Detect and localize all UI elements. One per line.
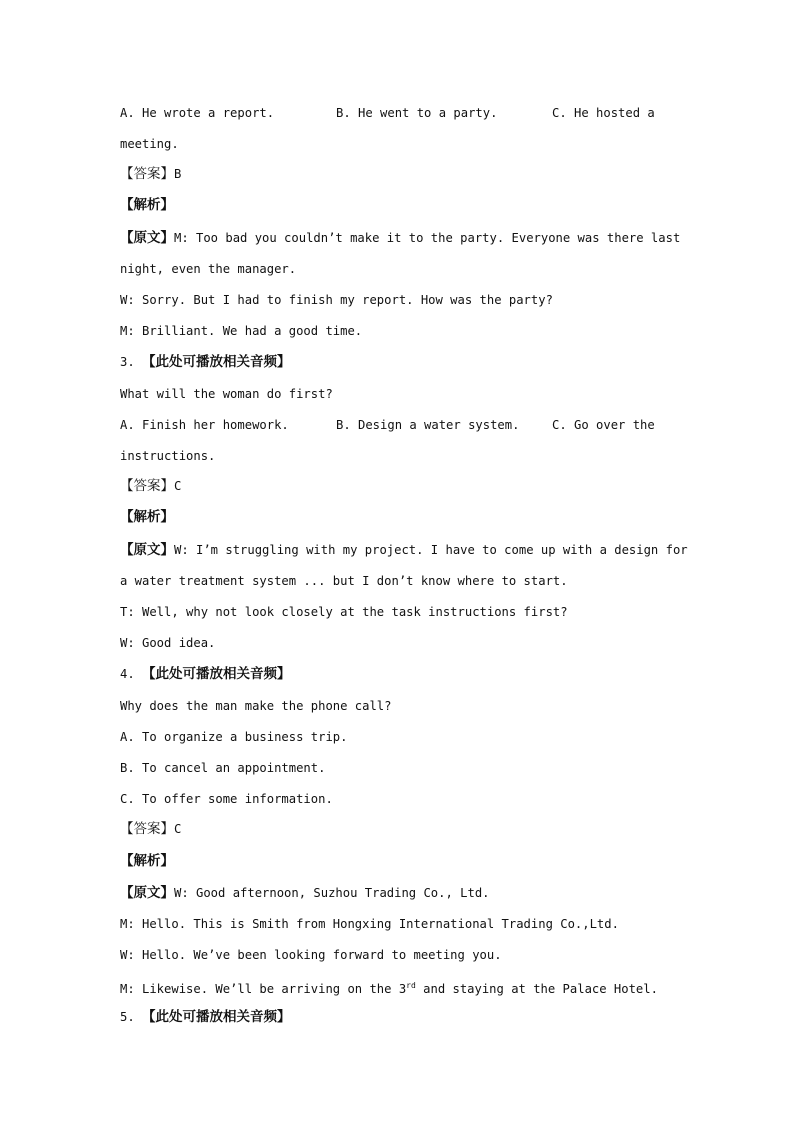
question-number: 3. (120, 355, 135, 369)
answer-value: C (174, 479, 182, 493)
q2-transcript-line-cont: night, even the manager. (120, 262, 297, 276)
q2-transcript-line (120, 230, 680, 246)
q4-transcript-line (120, 978, 658, 997)
analysis-label: 【解析】 (120, 853, 174, 869)
q3-transcript-line (120, 542, 688, 558)
transcript-text: W: Good afternoon, Suzhou Trading Co., Ltd. (174, 886, 490, 900)
analysis-label: 【解析】 (120, 509, 174, 525)
q4-option-b: B. To cancel an appointment. (120, 761, 326, 775)
transcript-text: M: Likewise. We’ll be arriving on the 3 (120, 982, 407, 996)
transcript-text: W: I’m struggling with my project. I have to come up with a design for (174, 543, 688, 557)
q4-heading (120, 666, 291, 682)
audio-placeholder[interactable]: 【此处可播放相关音频】 (142, 1009, 291, 1025)
q4-answer (120, 821, 181, 837)
question-number: 5. (120, 1010, 135, 1024)
q2-option-c: C. He hosted a (552, 106, 655, 120)
q4-transcript-line (120, 885, 490, 901)
q2-transcript-line: M: Brilliant. We had a good time. (120, 324, 363, 338)
q2-option-a: A. He wrote a report. (120, 106, 275, 120)
q2-answer (120, 166, 181, 182)
q4-option-a: A. To organize a business trip. (120, 730, 348, 744)
transcript-text: and staying at the Palace Hotel. (415, 982, 658, 996)
q4-question: Why does the man make the phone call? (120, 699, 392, 713)
audio-placeholder[interactable]: 【此处可播放相关音频】 (142, 354, 291, 370)
q2-transcript-line: W: Sorry. But I had to finish my report. How was the party? (120, 293, 553, 307)
transcript-label: 【原文】 (120, 230, 174, 246)
q4-option-c: C. To offer some information. (120, 792, 333, 806)
analysis-label: 【解析】 (120, 197, 174, 213)
q2-option-b: B. He went to a party. (336, 106, 498, 120)
q4-analysis (120, 853, 174, 869)
transcript-label: 【原文】 (120, 542, 174, 558)
q3-transcript-line-cont: a water treatment system ... but I don’t know where to start. (120, 574, 568, 588)
transcript-label: 【原文】 (120, 885, 174, 901)
q3-option-b: B. Design a water system. (336, 418, 520, 432)
q3-analysis (120, 509, 174, 525)
q3-option-c: C. Go over the (552, 418, 655, 432)
q3-heading (120, 354, 291, 370)
q3-transcript-line: T: Well, why not look closely at the task instructions first? (120, 605, 568, 619)
answer-label: 【答案】 (120, 478, 174, 494)
q2-analysis (120, 197, 174, 213)
ordinal-suffix: rd (406, 981, 416, 990)
q3-option-a: A. Finish her homework. (120, 418, 289, 432)
answer-value: B (174, 167, 182, 181)
q5-heading (120, 1009, 291, 1025)
transcript-text: M: Too bad you couldn’t make it to the party. Everyone was there last (174, 231, 681, 245)
audio-placeholder[interactable]: 【此处可播放相关音频】 (142, 666, 291, 682)
q3-answer (120, 478, 181, 494)
answer-value: C (174, 822, 182, 836)
q3-option-c-continued: instructions. (120, 449, 216, 463)
answer-label: 【答案】 (120, 821, 174, 837)
q4-transcript-line: W: Hello. We’ve been looking forward to meeting you. (120, 948, 502, 962)
q4-transcript-line: M: Hello. This is Smith from Hongxing International Trading Co.,Ltd. (120, 917, 619, 931)
q3-transcript-line: W: Good idea. (120, 636, 216, 650)
q2-option-c-continued: meeting. (120, 137, 179, 151)
answer-label: 【答案】 (120, 166, 174, 182)
question-number: 4. (120, 667, 135, 681)
q3-question: What will the woman do first? (120, 387, 333, 401)
